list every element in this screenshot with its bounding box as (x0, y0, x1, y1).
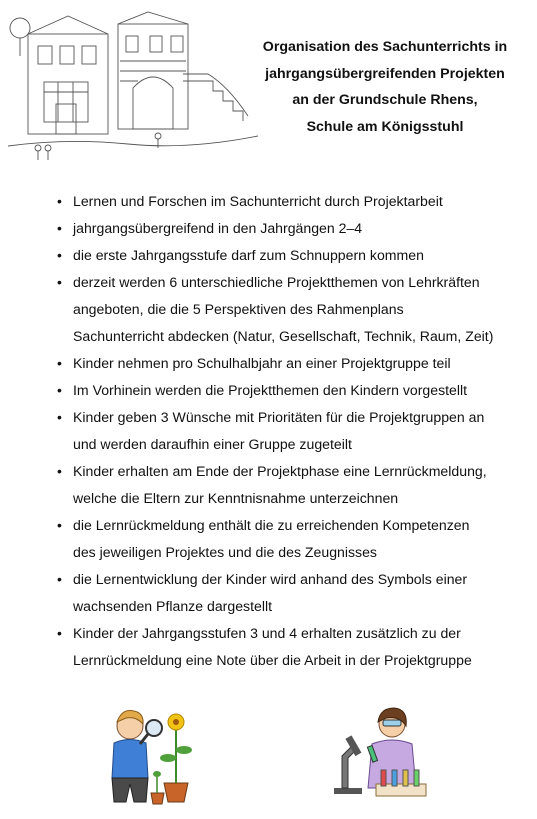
bullet-icon: • (57, 409, 62, 425)
title-line: an der Grundschule Rhens, (292, 92, 478, 108)
list-item: • Im Vorhinein werden die Projektthemen den Kindern vorgestellt (57, 377, 527, 404)
page-title (240, 34, 530, 140)
bullet-icon: • (57, 571, 62, 587)
list-item: • Kinder geben 3 Wünsche mit Prioritäten für die Projektgruppen an und werden daraufhin einer Gruppe zugeteilt (57, 404, 527, 458)
bullet-icon: • (57, 382, 62, 398)
school-building-sketch (8, 6, 258, 164)
title-line: Schule am Königsstuhl (306, 118, 464, 135)
list-item: • Lernen und Forschen im Sachunterricht durch Projektarbeit (57, 188, 527, 215)
bullet-icon: • (57, 247, 62, 263)
list-item: • Kinder der Jahrgangsstufen 3 und 4 erhalten zusätzlich zu der Lernrückmeldung eine Note über die Arbeit in der Projektgruppe (57, 620, 527, 674)
list-item: • die Lernrückmeldung enthält die zu erreichenden Kompetenzen des jeweiligen Projektes und die des Zeugnisses (57, 512, 527, 566)
header (0, 0, 537, 170)
list-item: • derzeit werden 6 unterschiedliche Projektthemen von Lehrkräften angeboten, die die 5 Perspektiven des Rahmenplans Sachunterricht abdecken (Natur, Gesellschaft, Technik, Raum, Zeit) (57, 269, 527, 350)
boy-with-magnifier-illustration (96, 698, 206, 808)
bullet-icon: • (57, 463, 62, 479)
list-item: • die Lernentwicklung der Kinder wird anhand des Symbols einer wachsenden Pflanze dargestellt (57, 566, 527, 620)
bullet-icon: • (57, 625, 62, 641)
list-item: • jahrgangsübergreifend in den Jahrgängen 2–4 (57, 215, 527, 242)
bullet-icon: • (57, 193, 62, 209)
bullet-icon: • (57, 220, 62, 236)
bullet-icon: • (57, 274, 62, 290)
list-item: • die erste Jahrgangsstufe darf zum Schnuppern kommen (57, 242, 527, 269)
list-item: • Kinder erhalten am Ende der Projektphase eine Lernrückmeldung, welche die Eltern zur Kenntnisnahme unterzeichnen (57, 458, 527, 512)
list-item: • Kinder nehmen pro Schulhalbjahr an einer Projektgruppe teil (57, 350, 527, 377)
bullet-icon: • (57, 355, 62, 371)
title-line: Organisation des Sachunterrichts in (262, 39, 508, 55)
bullet-list (57, 188, 527, 674)
title-line: jahrgangsübergreifenden Projekten (265, 65, 505, 82)
bullet-icon: • (57, 517, 62, 533)
scientist-girl-illustration (326, 696, 438, 808)
